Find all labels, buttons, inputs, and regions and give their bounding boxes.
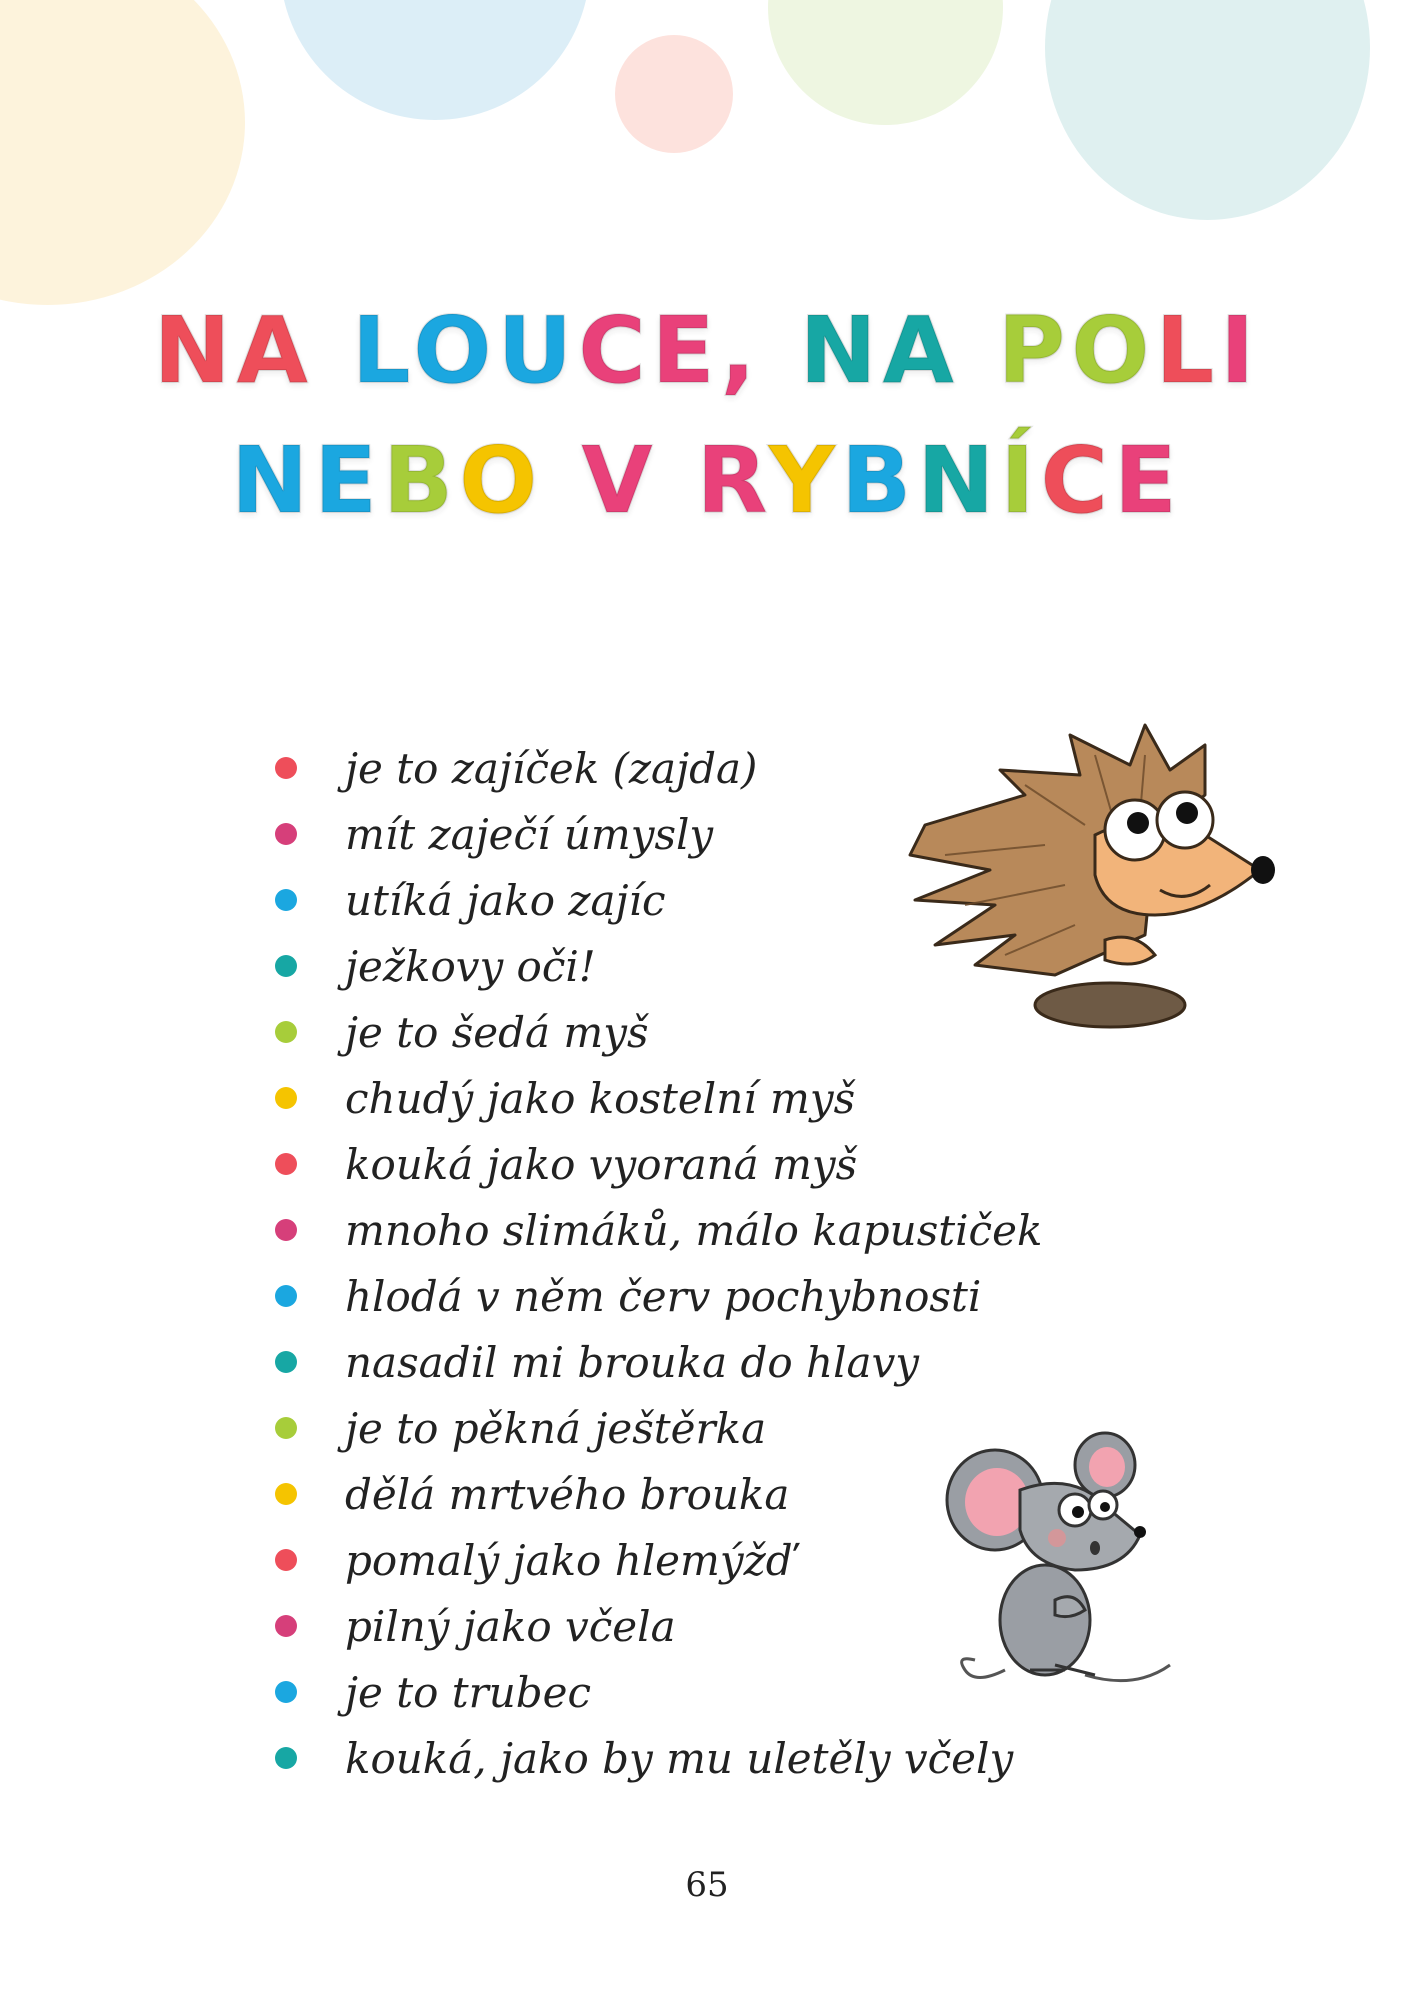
title-letter: B <box>383 427 460 534</box>
title-letter: Í <box>1000 427 1041 534</box>
list-item-text: kouká, jako by mu uletěly včely <box>345 1733 1014 1783</box>
page-title-line-1 <box>0 297 1414 404</box>
list-item-text: hlodá v něm červ pochybnosti <box>345 1271 982 1321</box>
title-letter <box>543 427 581 534</box>
title-letter: O <box>459 427 544 534</box>
title-letter: , <box>720 297 762 404</box>
bullet-dot-icon <box>275 1681 297 1703</box>
list-item-text: utíká jako zajíc <box>345 875 666 925</box>
title-letter <box>762 297 800 404</box>
list-item-text: je to trubec <box>345 1667 592 1717</box>
bullet-dot-icon <box>275 757 297 779</box>
title-letter: E <box>1113 427 1183 534</box>
list-item <box>270 1329 1070 1395</box>
list-item-text: je to šedá myš <box>345 1007 649 1057</box>
list-item <box>270 1725 1070 1791</box>
page-number: 65 <box>685 1865 729 1905</box>
title-letter: N <box>231 427 315 534</box>
list-item-text: dělá mrtvého brouka <box>345 1469 790 1519</box>
decor-circle-pink <box>615 35 733 153</box>
bullet-dot-icon <box>275 1219 297 1241</box>
mouse-illustration <box>935 1420 1175 1700</box>
decor-circle-green <box>768 0 1003 125</box>
title-letter: E <box>651 297 721 404</box>
list-item-text: kouká jako vyoraná myš <box>345 1139 858 1189</box>
bullet-dot-icon <box>275 823 297 845</box>
bullet-dot-icon <box>275 1417 297 1439</box>
list-item-text: mnoho slimáků, málo kapustiček <box>345 1205 1043 1255</box>
title-letter: Y <box>768 427 842 534</box>
list-item-text: mít zaječí úmysly <box>345 809 714 859</box>
bullet-dot-icon <box>275 1483 297 1505</box>
title-letter: N <box>153 297 237 404</box>
title-letter: V <box>581 427 659 534</box>
hedgehog-illustration <box>905 715 1285 1035</box>
bullet-dot-icon <box>275 1285 297 1307</box>
list-item-text: nasadil mi brouka do hlavy <box>345 1337 920 1387</box>
bullet-dot-icon <box>275 1549 297 1571</box>
bullet-dot-icon <box>275 889 297 911</box>
title-letter: A <box>882 297 960 404</box>
title-letter: O <box>1071 297 1156 404</box>
list-item <box>270 1065 1070 1131</box>
title-letter: R <box>696 427 769 534</box>
decor-circle-blue <box>280 0 590 120</box>
title-letter: N <box>799 297 883 404</box>
list-item-text: chudý jako kostelní myš <box>345 1073 856 1123</box>
title-letter: N <box>917 427 1001 534</box>
title-letter: O <box>413 297 498 404</box>
bullet-dot-icon <box>275 1153 297 1175</box>
title-letter: B <box>841 427 918 534</box>
title-letter <box>659 427 697 534</box>
title-letter: C <box>578 297 652 404</box>
title-letter: U <box>497 297 579 404</box>
title-letter: I <box>1220 297 1261 404</box>
bullet-dot-icon <box>275 955 297 977</box>
list-item <box>270 1131 1070 1197</box>
bullet-dot-icon <box>275 1615 297 1637</box>
decor-circle-teal <box>1045 0 1370 220</box>
title-letter: P <box>997 297 1072 404</box>
list-item-text: pilný jako včela <box>345 1601 676 1651</box>
list-item-text: je to zajíček (zajda) <box>345 743 758 793</box>
title-letter: C <box>1040 427 1114 534</box>
title-letter: A <box>236 297 314 404</box>
title-letter: L <box>351 297 414 404</box>
list-item-text: pomalý jako hlemýžď <box>345 1535 793 1585</box>
title-letter: L <box>1155 297 1221 404</box>
decor-circle-cream <box>0 0 245 305</box>
title-letter <box>314 297 352 404</box>
bullet-dot-icon <box>275 1351 297 1373</box>
list-item-text: je to pěkná ještěrka <box>345 1403 767 1453</box>
list-item <box>270 1263 1070 1329</box>
title-letter <box>960 297 998 404</box>
bullet-dot-icon <box>275 1087 297 1109</box>
bullet-dot-icon <box>275 1021 297 1043</box>
page-title-line-2 <box>0 427 1414 534</box>
title-letter: E <box>314 427 384 534</box>
list-item <box>270 1197 1070 1263</box>
bullet-dot-icon <box>275 1747 297 1769</box>
list-item-text: ježkovy oči! <box>345 941 596 991</box>
